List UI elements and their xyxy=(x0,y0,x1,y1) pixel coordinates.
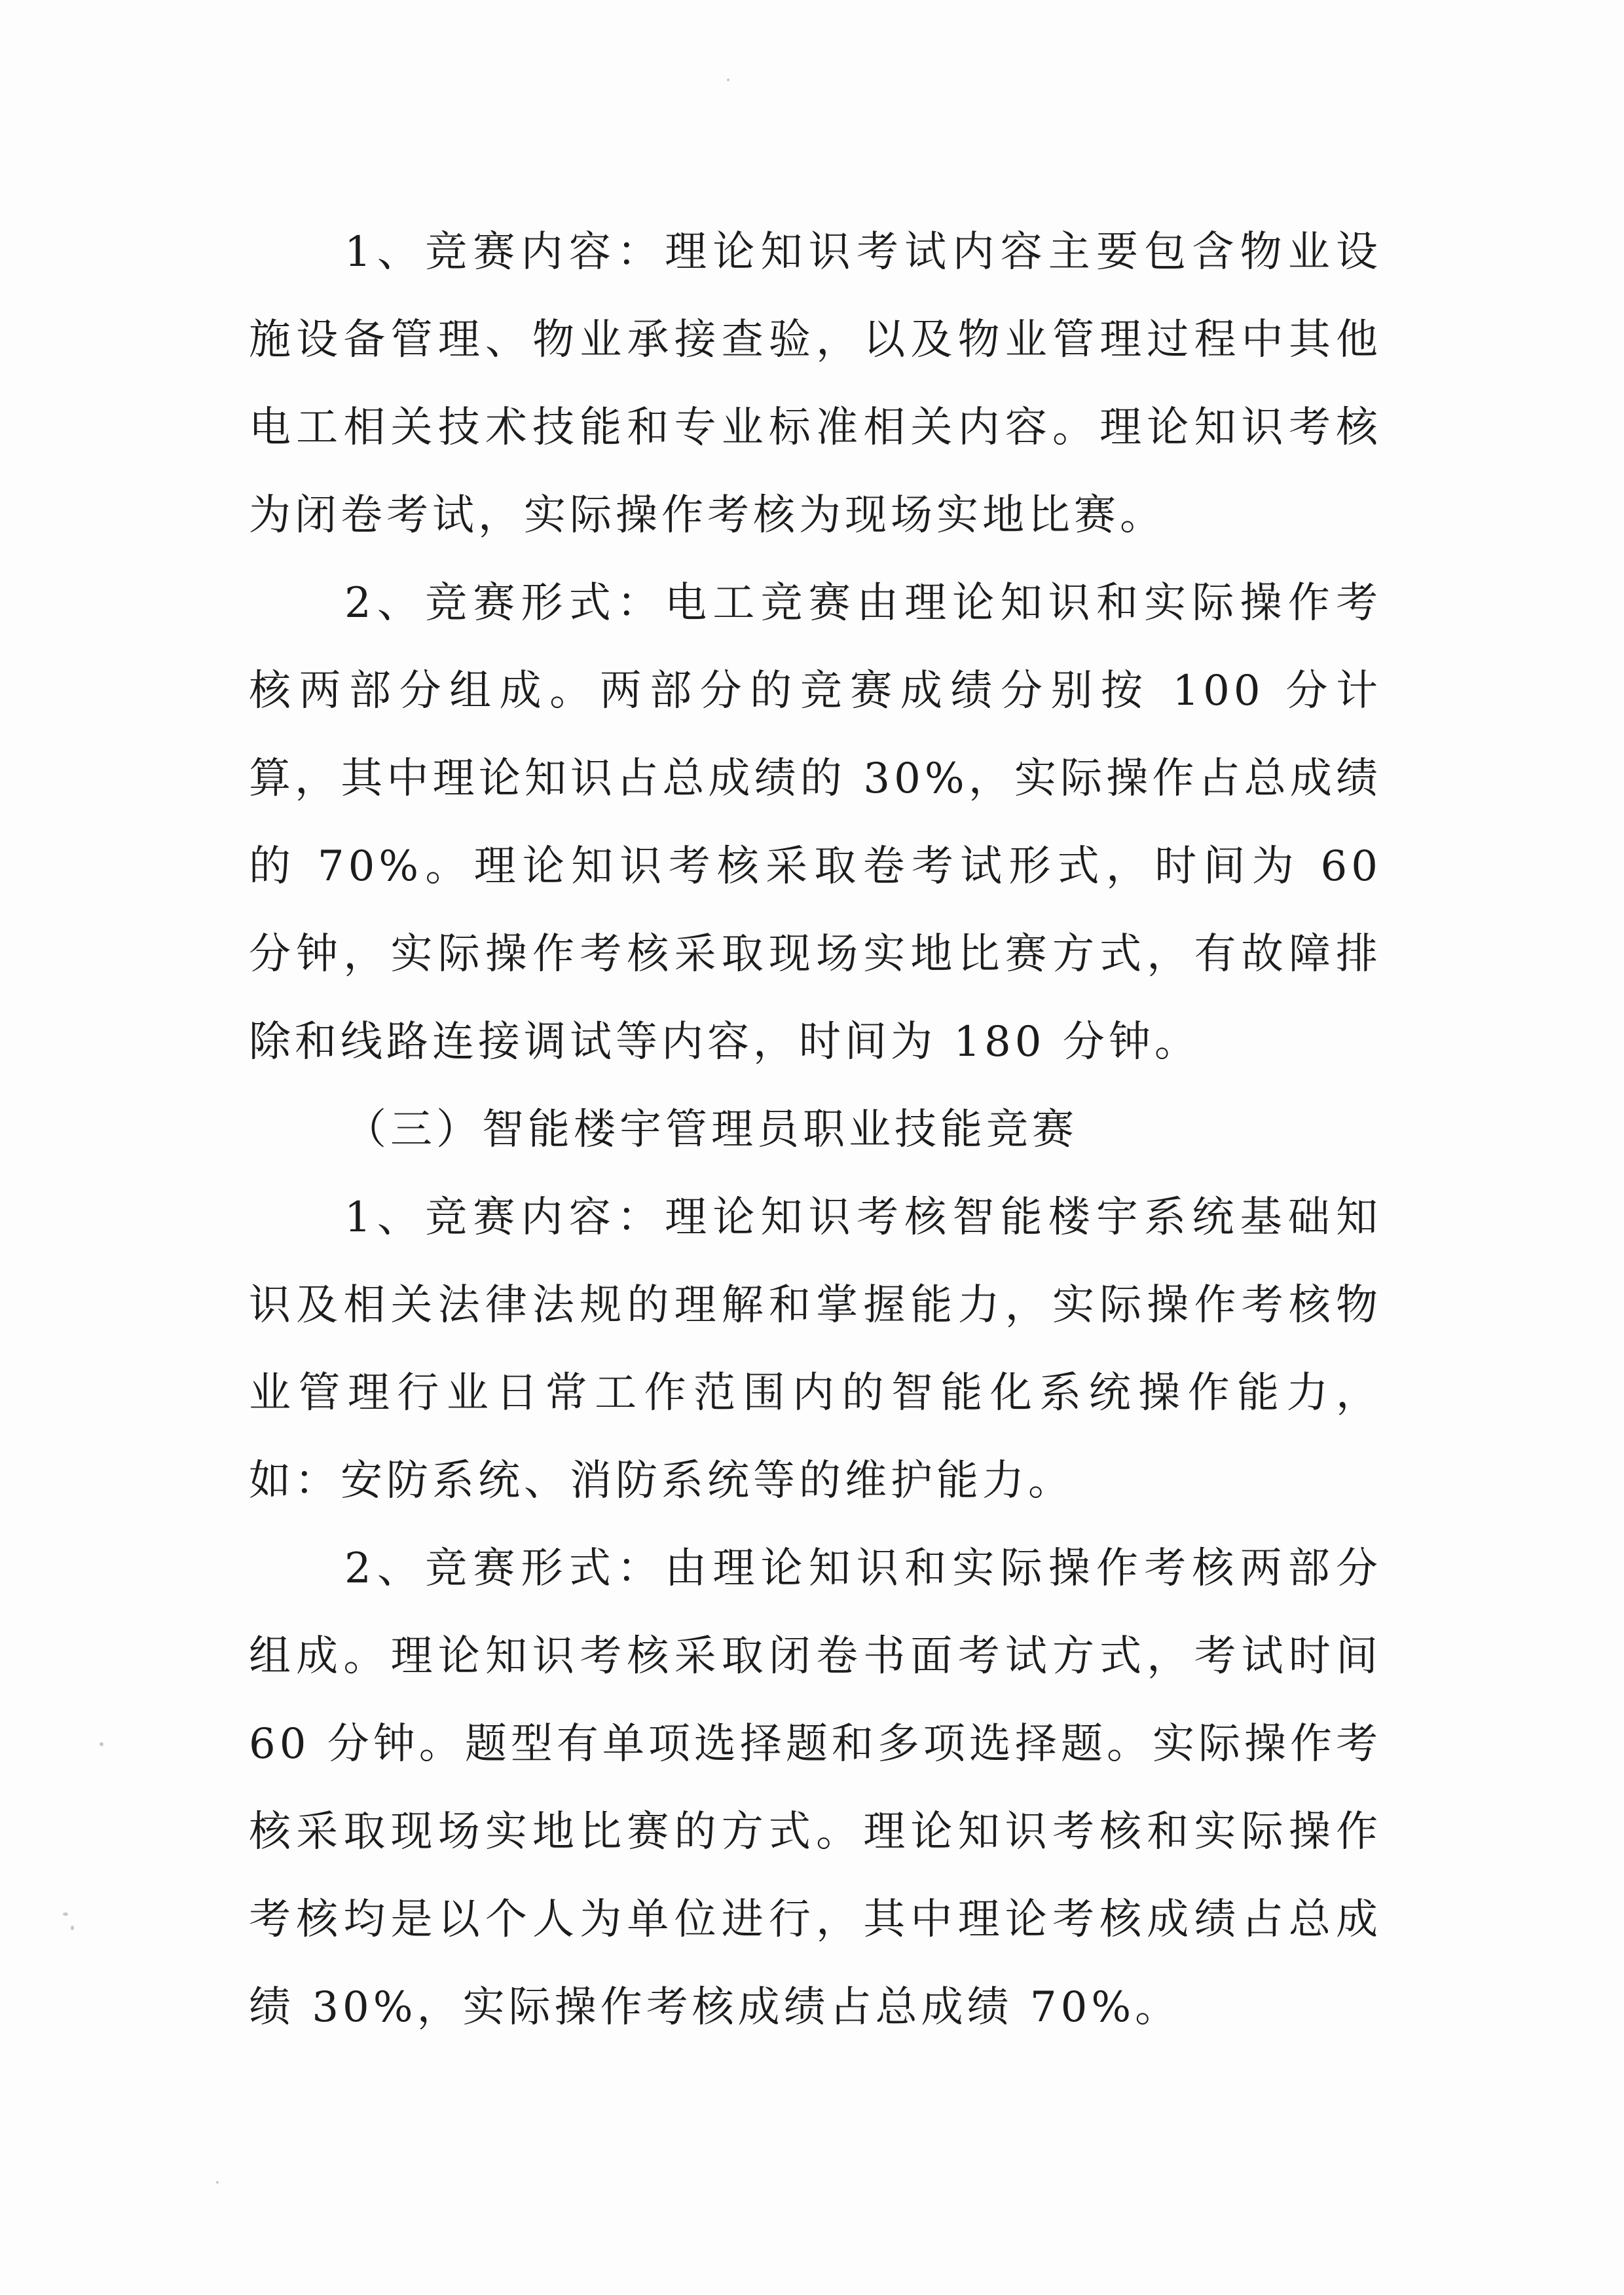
scan-speck xyxy=(727,79,729,81)
paragraph-smart-building-content: 1、竞赛内容：理论知识考核智能楼宇系统基础知识及相关法律法规的理解和掌握能力，实际操作考核物业管理行业日常工作范围内的智能化系统操作能力，如：安防系统、消防系统等的维护能力。 xyxy=(249,1193,1382,1505)
scan-speck xyxy=(100,1742,103,1746)
scan-speck xyxy=(63,1912,68,1916)
section-heading-smart-building: （三）智能楼宇管理员职业技能竞赛 xyxy=(344,1106,1078,1154)
scan-speck xyxy=(71,1926,74,1930)
document-body xyxy=(249,208,1382,2051)
paragraph-electrician-content: 1、竞赛内容：理论知识考试内容主要包含物业设施设备管理、物业承接查验，以及物业管理过程中其他电工相关技术技能和专业标准相关内容。理论知识考核为闭卷考试，实际操作考核为现场实地比赛。 xyxy=(249,228,1382,540)
scan-speck xyxy=(216,2181,219,2184)
paragraph-electrician-format: 2、竞赛形式：电工竞赛由理论知识和实际操作考核两部分组成。两部分的竞赛成绩分别按 100 分计算，其中理论知识占总成绩的 30%，实际操作占总成绩的 70%。理论知识考核采取卷考试形式，时间为 60 分钟，实际操作考核采取现场实地比赛方式，有故障排除和线路连接调试等内容，时间为 180 分钟。 xyxy=(249,579,1382,1066)
paragraph-smart-building-format: 2、竞赛形式：由理论知识和实际操作考核两部分组成。理论知识考核采取闭卷书面考试方式，考试时间 60 分钟。题型有单项选择题和多项选择题。实际操作考核采取现场实地比赛的方式。理论知识考核和实际操作考核均是以个人为单位进行，其中理论考核成绩占总成绩 30%，实际操作考核成绩占总成绩 70%。 xyxy=(249,1544,1382,2032)
